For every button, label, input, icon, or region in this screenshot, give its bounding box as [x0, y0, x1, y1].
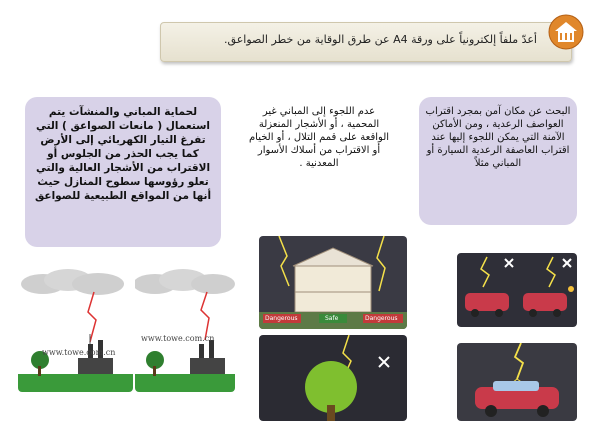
label-safe: Safe: [325, 315, 339, 322]
tree-scene: [259, 335, 407, 421]
watermark-right: www.towe.com.cn: [141, 334, 215, 343]
watermark-left: www.towe.com.cn: [42, 348, 116, 357]
house-icon: [548, 14, 584, 50]
car-struck-scene: [457, 343, 577, 421]
factory-scene-left: [18, 262, 133, 392]
factory-illustration-left: [18, 262, 133, 392]
factory-illustration-right: [135, 262, 235, 392]
instruction-banner: [160, 22, 572, 62]
label-dangerous-left: Dangerous: [265, 315, 298, 322]
car-struck-illustration: [457, 343, 577, 421]
instruction-text: أعدّ ملفاً إلكترونياً على ورقة A4 عن طرق الوقاية من خطر الصواعق.: [224, 33, 537, 46]
safe-shelter-box: البحث عن مكان آمن بمجرد اقتراب العواصف الرعدية ، ومن الأماكن الآمنة التي يمكن اللجوء إليها عند اقتراب العاصفة الرعدية السيارة أو المباني مثلاً: [419, 97, 577, 225]
avoid-unprotected-box: عدم اللجوء إلى المباني غير المحمية ، أو الأشجار المنعزلة الواقعة على قمم التلال ، أو الخيام أو الاقتراب من أسلاك الأسوار المعدنية .: [240, 97, 398, 207]
cars-illustration: [457, 253, 577, 327]
building-scene: [259, 236, 407, 329]
factory-scene-right: [135, 262, 235, 392]
label-dangerous-right: Dangerous: [365, 315, 398, 322]
cars-scene: [457, 253, 577, 327]
lightning-rod-box: لحماية المباني والمنشآت يتم استعمال ( مانعات الصواعق ) التي تفرغ التيار الكهربائي إلى الأرض كما يجب الحذر من الجلوس أو الاقتراب من الأشجار العالية والتي تعلو رؤوسها سطوح المنازل حيث أنها من المواقع الطبيعية للصواعق: [25, 97, 221, 247]
tree-illustration: [259, 335, 407, 421]
